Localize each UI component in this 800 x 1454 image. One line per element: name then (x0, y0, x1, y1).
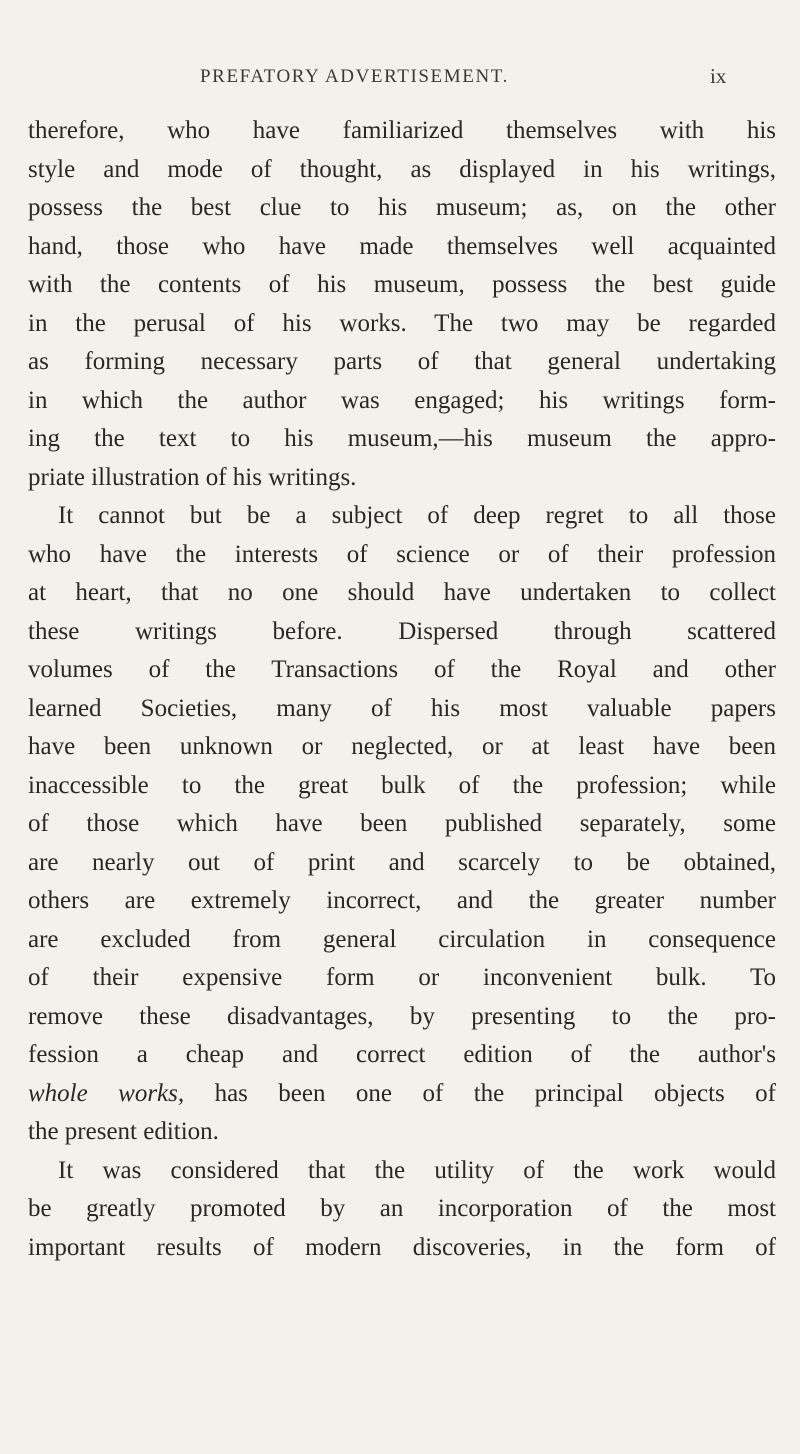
text-line: important results of modern discoveries, in the form of (28, 1233, 776, 1261)
text-line: in which the author was engaged; his writings form- (28, 386, 776, 414)
text-line: style and mode of thought, as displayed in his writings, (28, 155, 776, 183)
text-line: who have the interests of science or of their profession (28, 540, 776, 568)
text-line: It cannot but be a subject of deep regret to all those (58, 502, 776, 529)
page-number: ix (710, 64, 727, 88)
text-line: volumes of the Transactions of the Royal and other (28, 656, 776, 683)
text-line: learned Societies, many of his most valuable papers (28, 694, 776, 722)
text-line: the present edition. (28, 1118, 219, 1145)
text-line: ing the text to his museum,—his museum the appro- (28, 425, 776, 452)
text-line: fession a cheap and correct edition of the author's (28, 1041, 776, 1068)
text-line: hand, those who have made themselves well acquainted (28, 232, 776, 260)
text-line: priate illustration of his writings. (28, 463, 357, 491)
text-line: are nearly out of print and scarcely to be obtained, (28, 848, 776, 876)
text-line: with the contents of his museum, possess the best guide (28, 271, 776, 298)
text-line: at heart, that no one should have undertaken to collect (28, 579, 776, 606)
text-line: inaccessible to the great bulk of the profession; while (28, 771, 776, 799)
italic-phrase: whole works, (28, 1079, 185, 1107)
text-line: remove these disadvantages, by presenting to the pro- (28, 1002, 776, 1030)
text-line: therefore, who have familiarized themselves with his (28, 117, 776, 144)
text-line: be greatly promoted by an incorporation of the most (28, 1195, 776, 1222)
text-line: these writings before. Dispersed through scattered (28, 617, 776, 645)
text-line-rest: has been one of the principal objects of (214, 1079, 777, 1107)
running-head: PREFATORY ADVERTISEMENT. (200, 66, 509, 87)
text-line: It was considered that the utility of the work would (58, 1156, 776, 1184)
text-line: of their expensive form or inconvenient bulk. To (28, 964, 776, 991)
text-line-with-italic (28, 1075, 776, 1114)
text-line: possess the best clue to his museum; as, on the other (28, 194, 776, 221)
text-line: as forming necessary parts of that general undertaking (28, 348, 776, 375)
text-line: others are extremely incorrect, and the greater number (28, 887, 776, 914)
text-line: have been unknown or neglected, or at least have been (28, 733, 776, 760)
text-line: of those which have been published separately, some (28, 810, 776, 837)
body-text (28, 112, 776, 1267)
text-line: in the perusal of his works. The two may be regarded (28, 309, 776, 337)
text-line: are excluded from general circulation in consequence (28, 925, 776, 953)
